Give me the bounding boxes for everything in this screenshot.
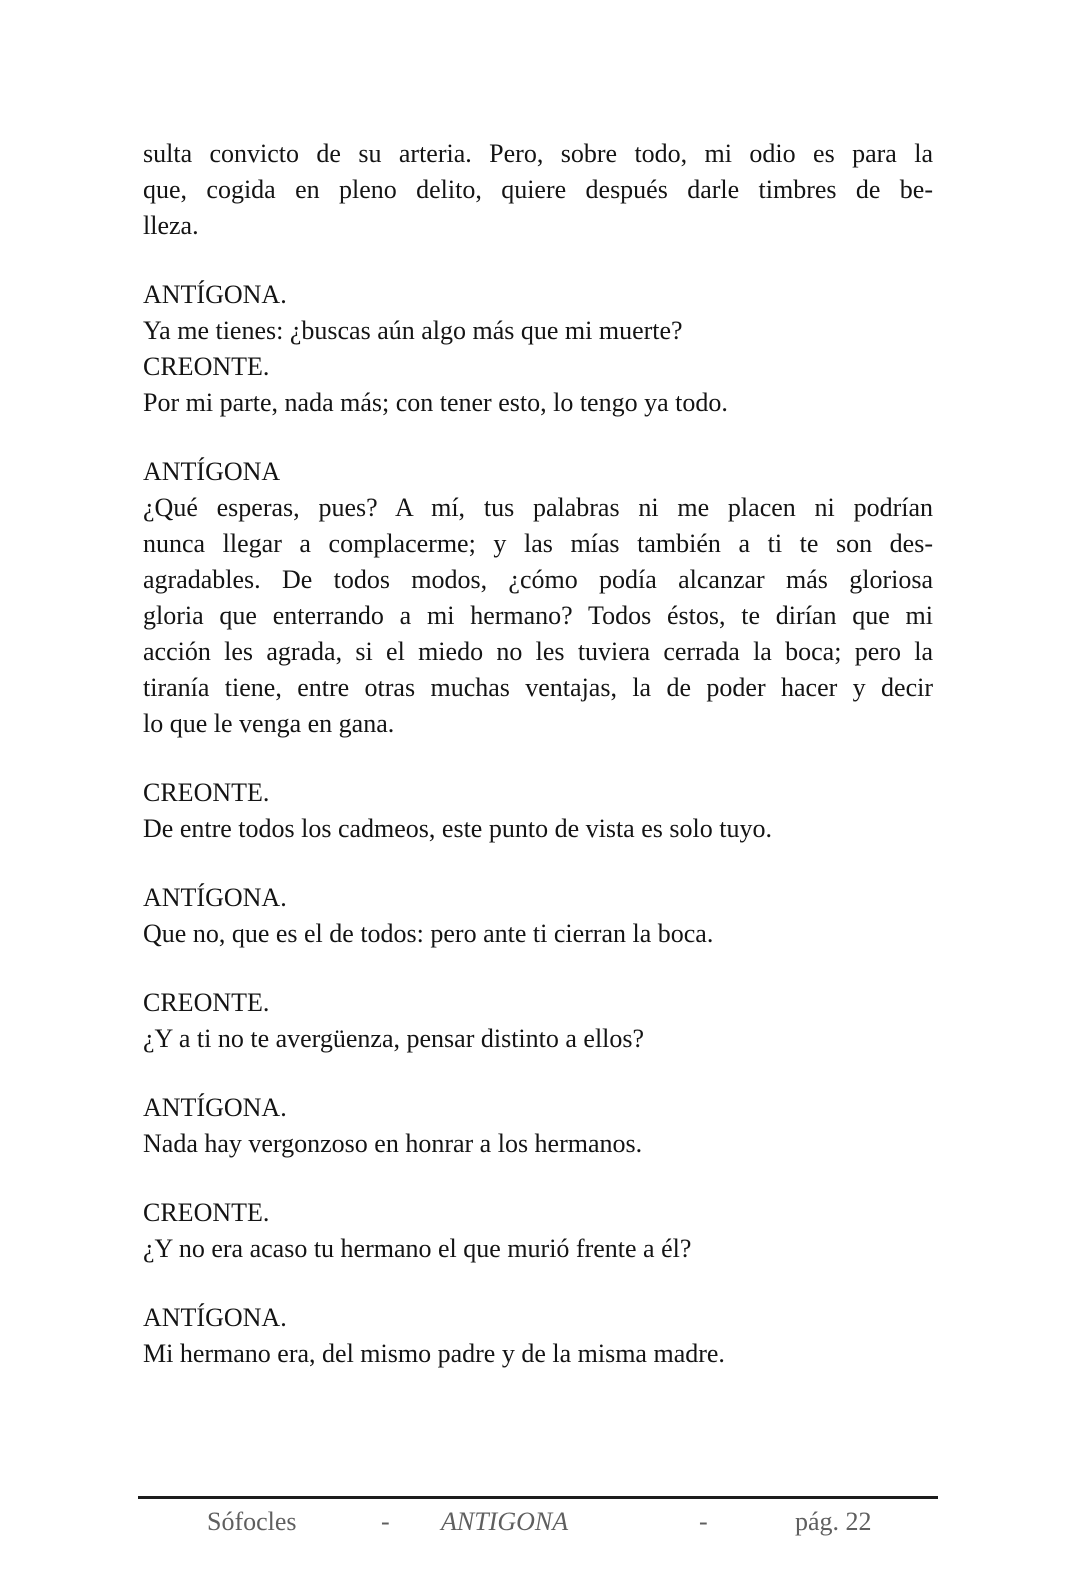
speaker-label: ANTÍGONA. [143, 280, 287, 309]
text-line: nunca llegar a complacerme; y las mías también a ti te son des- [143, 529, 933, 558]
footer-author: Sófocles [207, 1507, 297, 1536]
footer-rule [138, 1496, 938, 1499]
text-line: agradables. De todos modos, ¿cómo podía alcanzar más gloriosa [143, 565, 933, 594]
footer-separator: - [381, 1507, 390, 1536]
speaker-label: ANTÍGONA. [143, 1303, 287, 1332]
footer-separator: - [699, 1507, 708, 1536]
text-line: Mi hermano era, del mismo padre y de la misma madre. [143, 1339, 725, 1368]
text-line: Nada hay vergonzoso en honrar a los hermanos. [143, 1129, 643, 1158]
text-line: sulta convicto de su arteria. Pero, sobre todo, mi odio es para la [143, 139, 933, 168]
text-line: tiranía tiene, entre otras muchas ventajas, la de poder hacer y decir [143, 673, 933, 702]
speaker-label: CREONTE. [143, 988, 270, 1017]
text-line: acción les agrada, si el miedo no les tuviera cerrada la boca; pero la [143, 637, 933, 666]
speaker-label: CREONTE. [143, 778, 270, 807]
speech-block [143, 775, 933, 847]
speech-block [143, 985, 933, 1057]
speaker-label: ANTÍGONA. [143, 1093, 287, 1122]
text-line: Ya me tienes: ¿buscas aún algo más que mi muerte? [143, 316, 683, 345]
text-line: ¿Qué esperas, pues? A mí, tus palabras ni me placen ni podrían [143, 493, 933, 522]
text-line: gloria que enterrando a mi hermano? Todos éstos, te dirían que mi [143, 601, 933, 630]
speech-block [143, 1300, 933, 1372]
text-line: Por mi parte, nada más; con tener esto, lo tengo ya todo. [143, 388, 728, 417]
speech-block [143, 880, 933, 952]
footer-page-number: pág. 22 [795, 1507, 872, 1536]
footer-book-title: ANTIGONA [441, 1507, 569, 1536]
text-line: ¿Y no era acaso tu hermano el que murió frente a él? [143, 1234, 692, 1263]
text-line: Que no, que es el de todos: pero ante ti cierran la boca. [143, 919, 714, 948]
speaker-label: ANTÍGONA. [143, 883, 287, 912]
speech-block [143, 1195, 933, 1267]
speaker-label: CREONTE. [143, 352, 270, 381]
speech-block [143, 1090, 933, 1162]
paragraph-block [143, 136, 933, 244]
text-content [143, 136, 933, 1372]
text-line: lo que le venga en gana. [143, 709, 395, 738]
text-line: ¿Y a ti no te avergüenza, pensar distinto a ellos? [143, 1024, 645, 1053]
speaker-label: ANTÍGONA [143, 457, 281, 486]
speaker-label: CREONTE. [143, 1198, 270, 1227]
text-line: De entre todos los cadmeos, este punto de vista es solo tuyo. [143, 814, 772, 843]
text-line: que, cogida en pleno delito, quiere después darle timbres de be- [143, 175, 933, 204]
speech-block [143, 277, 933, 421]
speech-block [143, 454, 933, 742]
text-line: lleza. [143, 211, 199, 240]
